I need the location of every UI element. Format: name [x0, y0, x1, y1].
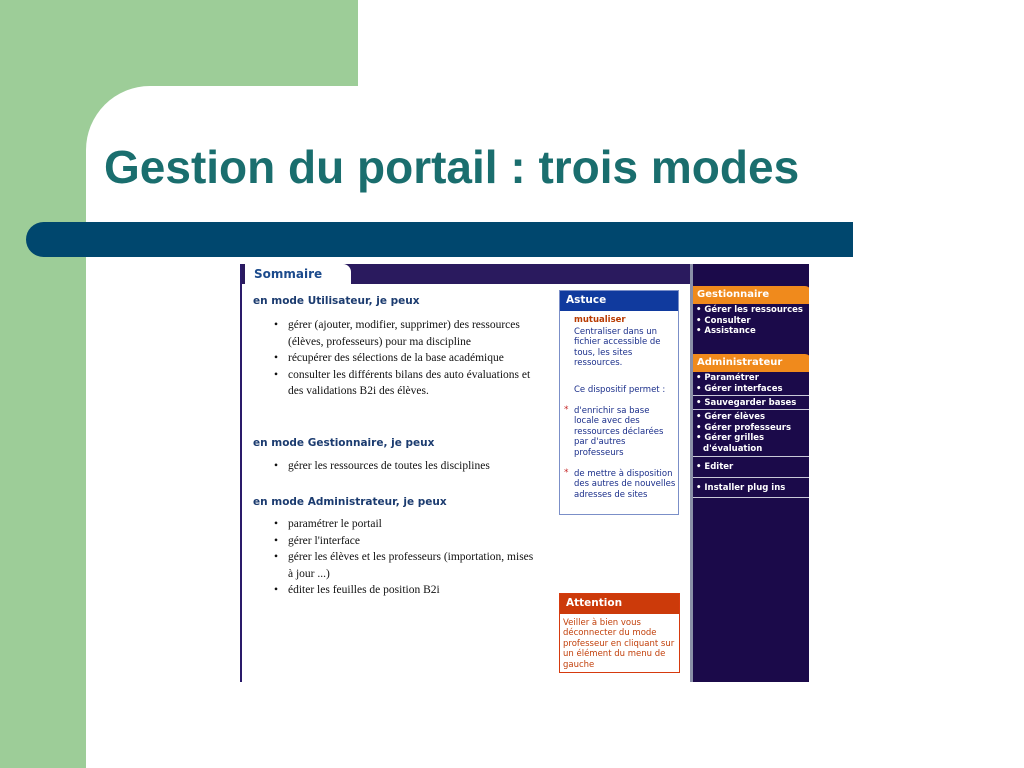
astuce-bullet-marker: * — [564, 405, 569, 415]
section-heading-administrateur: en mode Administrateur, je peux — [253, 496, 447, 508]
nav-item-editer[interactable]: • Editer — [696, 462, 734, 472]
nav-item-gerer-professeurs[interactable]: • Gérer professeurs — [696, 422, 792, 433]
nav-item-gerer-grilles-continued[interactable]: d'évaluation — [703, 443, 763, 454]
nav-item-parametrer[interactable]: • Paramétrer — [696, 373, 759, 383]
list-item: • consulter les différents bilans des auto évaluations et des validations B2i des élèves. — [274, 367, 536, 400]
section-heading-gestionnaire: en mode Gestionnaire, je peux — [253, 437, 435, 449]
attention-text: Veiller à bien vous déconnecter du mode professeur en cliquant sur un élément du menu de gauche — [563, 618, 675, 670]
nav-item-gerer-grilles[interactable]: • Gérer grilles — [696, 433, 765, 443]
astuce-lead: Ce dispositif permet : — [574, 385, 666, 395]
list-item: • gérer les élèves et les professeurs (importation, mises à jour ...) — [274, 549, 536, 582]
astuce-title: Astuce — [560, 291, 678, 311]
section-heading-utilisateur: en mode Utilisateur, je peux — [253, 295, 420, 307]
nav-divider — [693, 409, 809, 410]
nav-item-sauvegarder-bases[interactable]: • Sauvegarder bases — [696, 398, 797, 408]
astuce-point-2: de mettre à disposition des autres de nouvelles adresses de sites — [574, 469, 676, 500]
astuce-highlight: mutualiser — [574, 315, 626, 325]
nav-item-consulter[interactable]: • Consulter — [696, 315, 751, 326]
nav-item-installer-plug-ins[interactable]: • Installer plug ins — [696, 483, 786, 493]
nav-divider — [693, 395, 809, 396]
list-administrateur — [274, 516, 536, 599]
nav-divider — [693, 497, 809, 498]
nav-item-gerer-interfaces[interactable]: • Gérer interfaces — [696, 383, 783, 394]
attention-box — [559, 593, 680, 673]
portal-screenshot — [240, 264, 809, 682]
nav-heading-gestionnaire: Gestionnaire — [693, 286, 809, 304]
list-utilisateur — [274, 317, 536, 400]
tab-sommaire[interactable]: Sommaire — [245, 264, 351, 285]
title-underline-bar — [26, 222, 853, 257]
slide-title: Gestion du portail : trois modes — [104, 141, 800, 193]
nav-item-gerer-eleves[interactable]: • Gérer élèves — [696, 412, 766, 422]
nav-item-assistance[interactable]: • Assistance — [696, 326, 756, 336]
attention-title: Attention — [560, 594, 679, 614]
list-item: • gérer l'interface — [274, 533, 536, 550]
list-gestionnaire — [274, 458, 536, 475]
astuce-point-1: d'enrichir sa base locale avec des ressources déclarées par d'autres professeurs — [574, 406, 664, 458]
list-item: • paramétrer le portail — [274, 516, 536, 533]
sommaire-content — [242, 285, 554, 680]
astuce-bullet-marker: * — [564, 468, 569, 478]
nav-heading-administrateur: Administrateur — [693, 354, 809, 372]
list-item: • gérer (ajouter, modifier, supprimer) des ressources (élèves, professeurs) pour ma discipline — [274, 317, 536, 350]
astuce-box — [559, 290, 679, 515]
list-item: • éditer les feuilles de position B2i — [274, 582, 536, 599]
nav-divider — [693, 477, 809, 478]
right-navigation-menu — [690, 264, 809, 682]
list-item: • gérer les ressources de toutes les disciplines — [274, 458, 536, 475]
astuce-intro: Centraliser dans un fichier accessible de tous, les sites ressources. — [574, 327, 661, 369]
nav-divider — [693, 456, 809, 457]
list-item: • récupérer des sélections de la base académique — [274, 350, 536, 367]
nav-item-gerer-ressources[interactable]: • Gérer les ressources — [696, 305, 803, 315]
